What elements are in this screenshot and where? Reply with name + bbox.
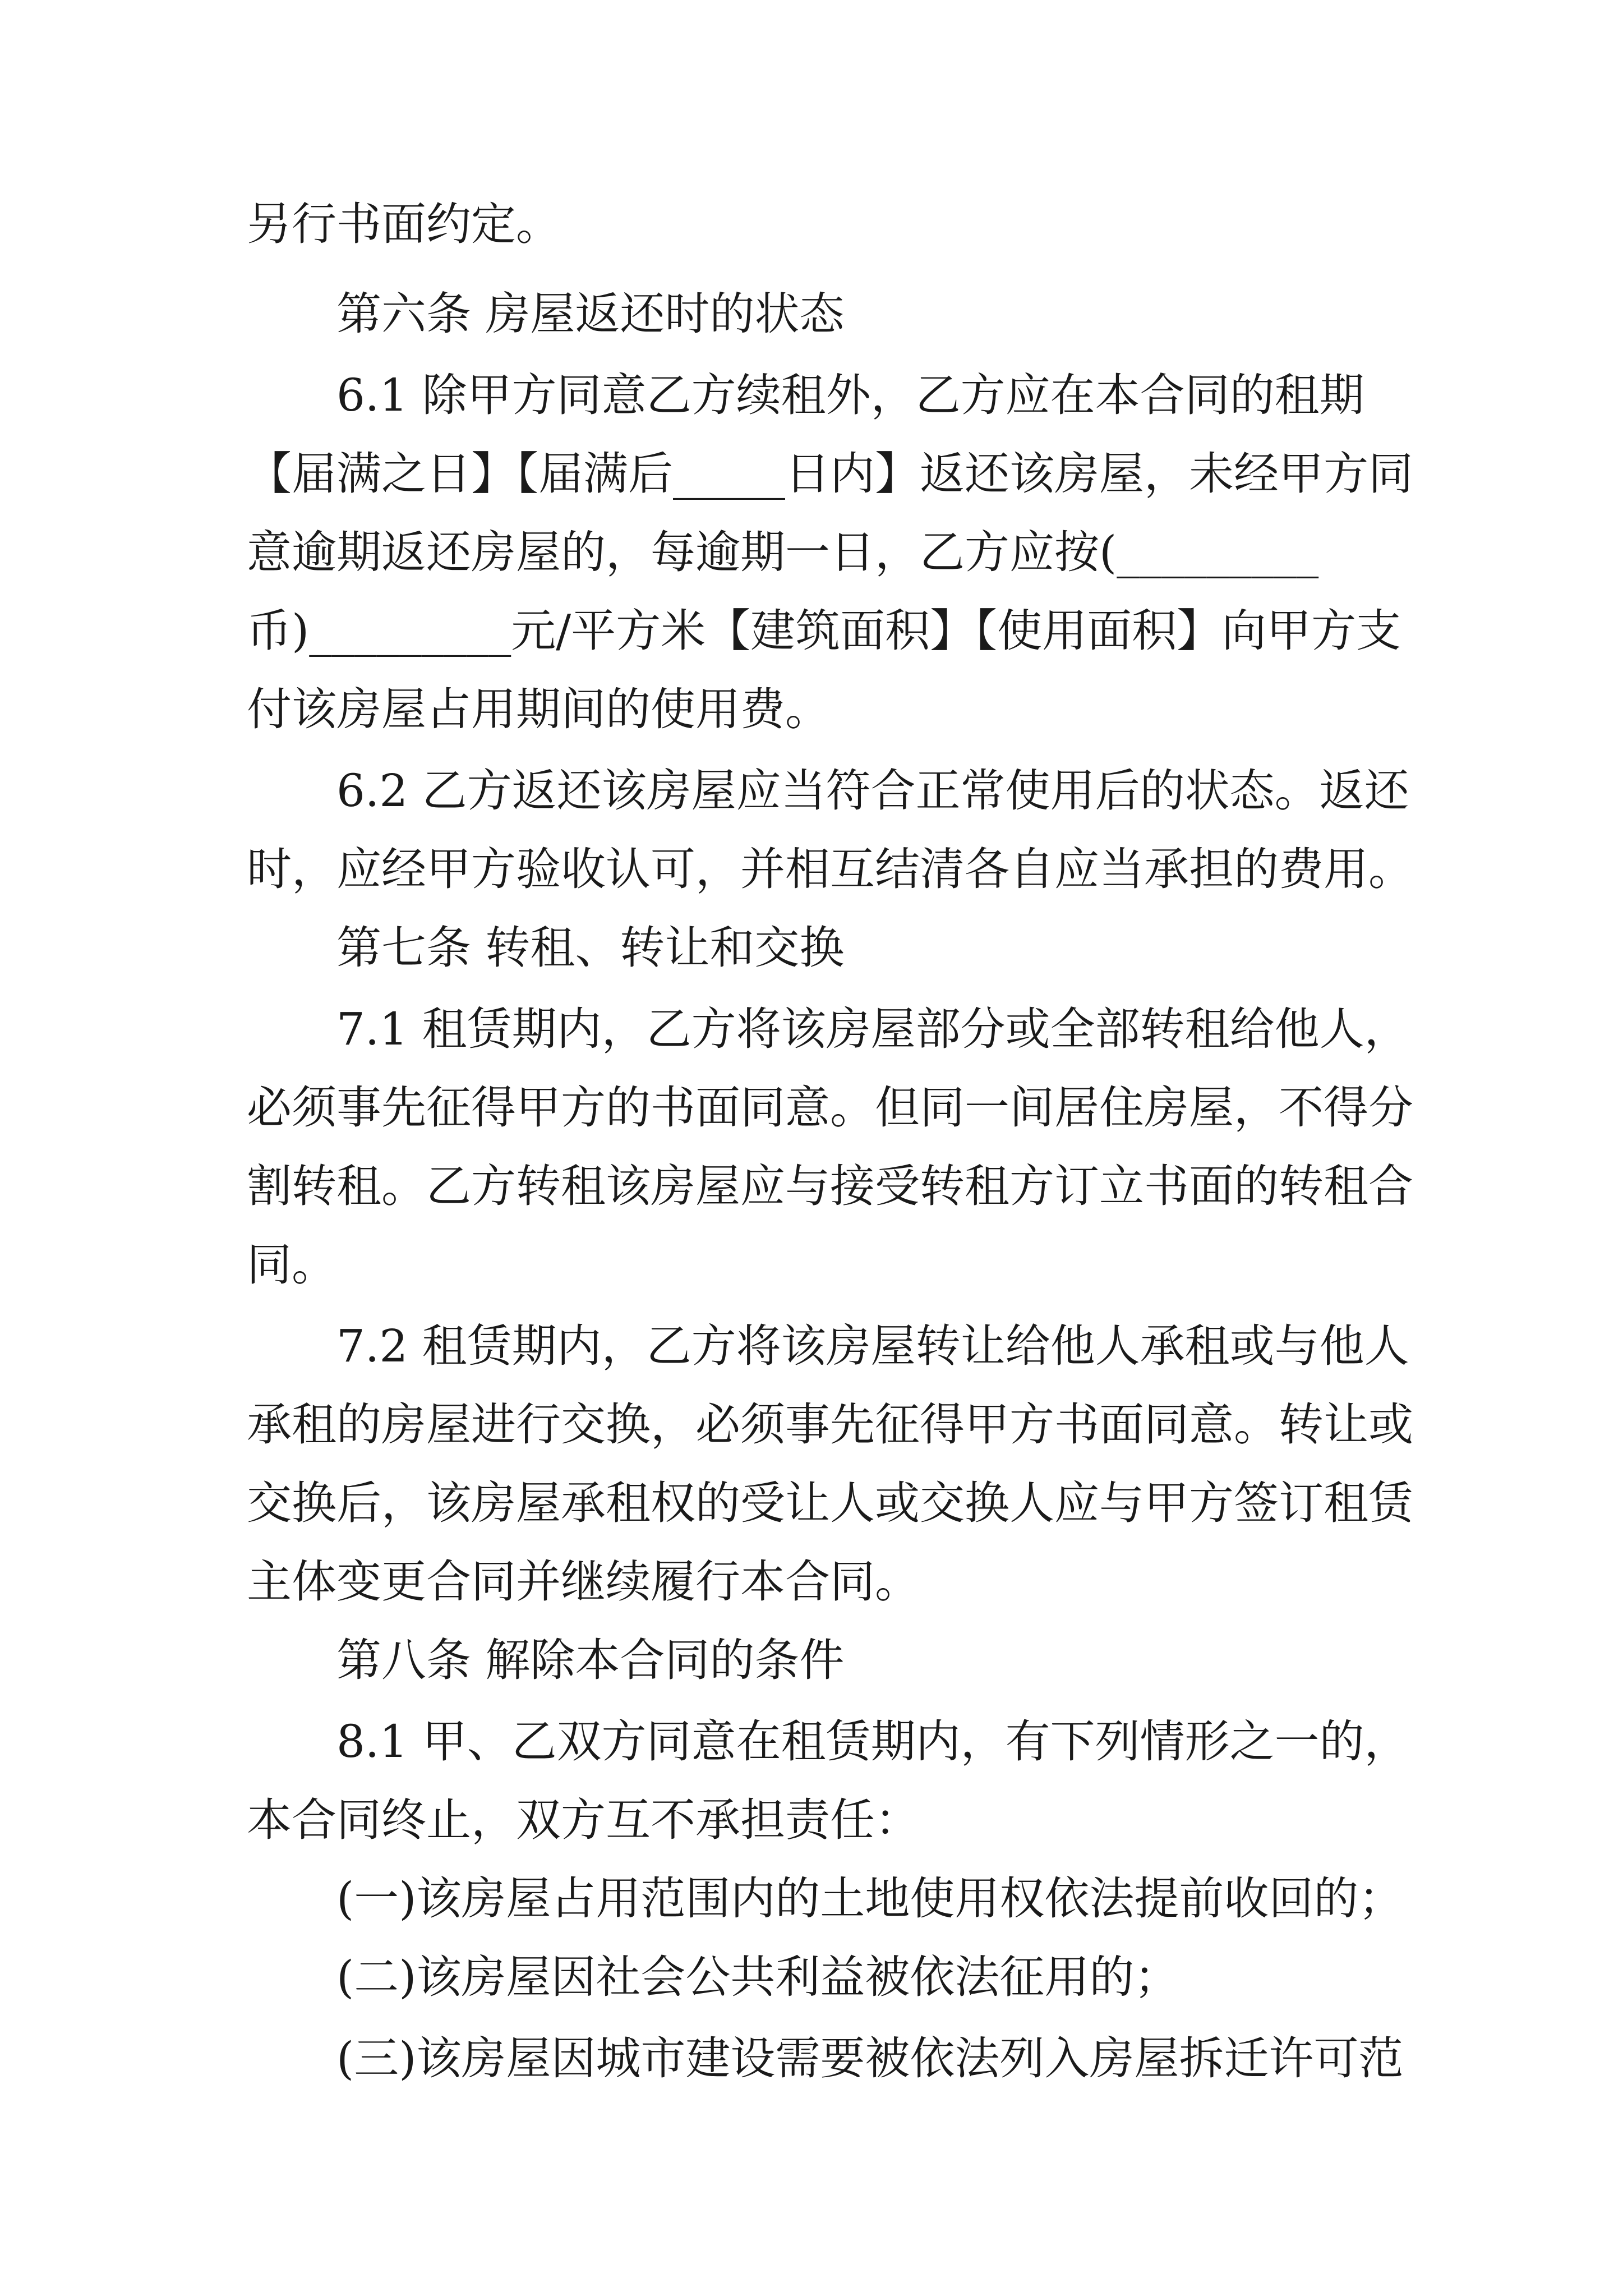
list-item: (三)该房屋因城市建设需要被依法列入房屋拆迁许可范 xyxy=(247,2032,1404,2085)
text-line: 币)_________元/平方米【建筑面积】【使用面积】向甲方支 xyxy=(247,605,1401,657)
text-line: 付该房屋占用期间的使用费。 xyxy=(247,683,830,735)
text-line: 6.2 乙方返还该房屋应当符合正常使用后的状态。返还 xyxy=(247,765,1409,817)
text-line: 必须事先征得甲方的书面同意。但同一间居住房屋，不得分 xyxy=(247,1082,1413,1134)
text-line: 割转租。乙方转租该房屋应与接受转租方订立书面的转租合 xyxy=(247,1160,1413,1212)
section-heading-6: 第六条 房屋返还时的状态 xyxy=(247,288,845,340)
text-line: 另行书面约定。 xyxy=(247,198,561,250)
text-line: 7.2 租赁期内，乙方将该房屋转让给他人承租或与他人 xyxy=(247,1320,1409,1372)
text-line: 时，应经甲方验收认可，并相互结清各自应当承担的费用。 xyxy=(247,843,1413,895)
text-line: 【届满之日】【届满后_____日内】返还该房屋，未经甲方同 xyxy=(247,448,1413,500)
section-heading-8: 第八条 解除本合同的条件 xyxy=(247,1634,845,1686)
text-line: 交换后，该房屋承租权的受让人或交换人应与甲方签订租赁 xyxy=(247,1477,1413,1529)
list-item: (一)该房屋占用范围内的土地使用权依法提前收回的； xyxy=(247,1872,1404,1925)
text-line: 意逾期返还房屋的，每逾期一日，乙方应按(_________ xyxy=(247,526,1319,578)
text-line: 主体变更合同并继续履行本合同。 xyxy=(247,1556,920,1608)
text-line: 7.1 租赁期内，乙方将该房屋部分或全部转租给他人， xyxy=(247,1003,1409,1055)
text-line: 承租的房屋进行交换，必须事先征得甲方书面同意。转让或 xyxy=(247,1398,1413,1451)
text-line: 同。 xyxy=(247,1239,336,1291)
text-line: 8.1 甲、乙双方同意在租赁期内，有下列情形之一的， xyxy=(247,1715,1409,1768)
list-item: (二)该房屋因社会公共利益被依法征用的； xyxy=(247,1951,1179,2003)
section-heading-7: 第七条 转租、转让和交换 xyxy=(247,922,845,974)
text-line: 本合同终止，双方互不承担责任： xyxy=(247,1794,920,1846)
text-line: 6.1 除甲方同意乙方续租外，乙方应在本合同的租期 xyxy=(247,369,1364,421)
